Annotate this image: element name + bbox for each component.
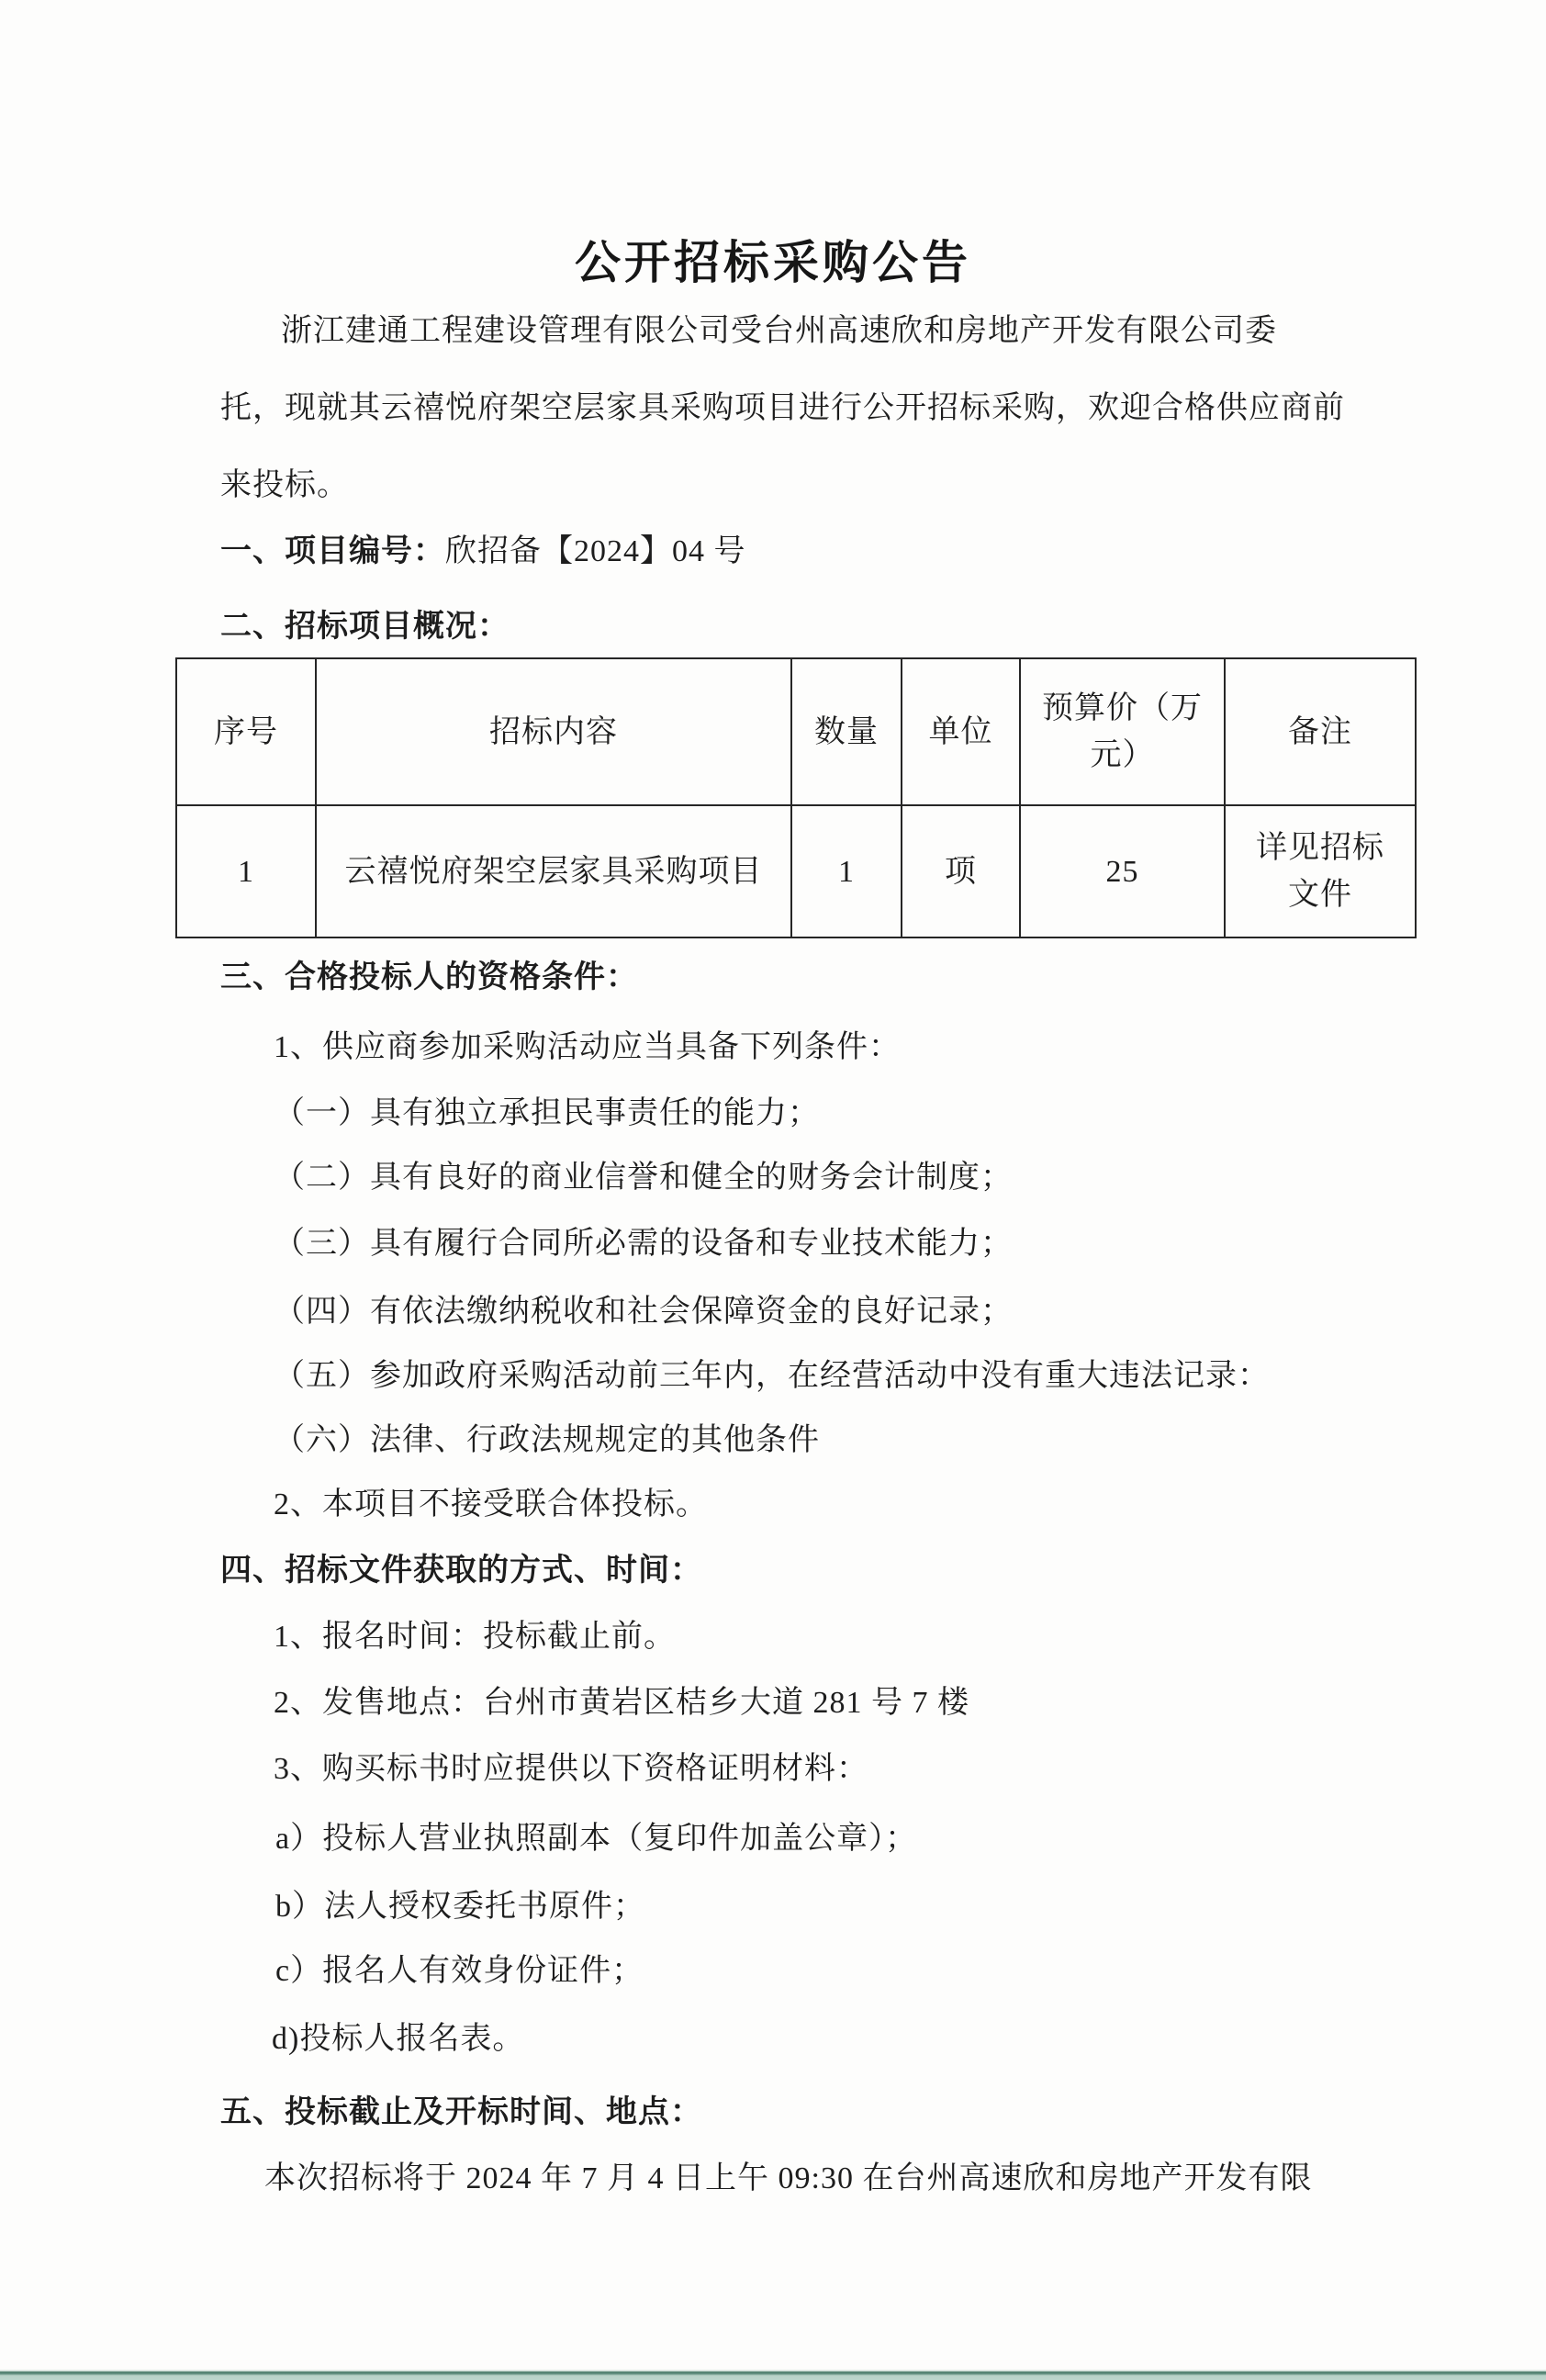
qualification-item-two: （二）具有良好的商业信誉和健全的财务会计制度； (274, 1161, 1013, 1195)
header-cell-qty: 数量 (791, 658, 902, 805)
header-cell-content: 招标内容 (316, 658, 791, 805)
section-5-body-line: 本次招标将于 2024 年 7 月 4 日上午 09:30 在台州高速欣和房地产开发有限 (264, 2161, 1313, 2195)
qualification-item-six: （六）法律、行政法规规定的其他条件 (274, 1423, 820, 1457)
document-title: 公开招标采购公告 (575, 237, 971, 288)
intro-line-2: 托，现就其云禧悦府架空层家具采购项目进行公开招标采购，欢迎合格供应商前 (220, 391, 1345, 425)
cell-qty: 1 (791, 805, 902, 937)
section-3-heading: 三、合格投标人的资格条件： (220, 960, 638, 994)
intro-line-1: 浙江建通工程建设管理有限公司受台州高速欣和房地产开发有限公司委 (281, 314, 1277, 348)
qualification-item-four: （四）有依法缴纳税收和社会保障资金的良好记录； (274, 1295, 1013, 1329)
section-3-item-1: 1、供应商参加采购活动应当具备下列条件： (274, 1030, 901, 1064)
section-2-heading: 二、招标项目概况： (220, 610, 510, 644)
qualification-item-three: （三）具有履行合同所必需的设备和专业技术能力； (274, 1227, 1013, 1261)
section-4-item-1: 1、报名时间：投标截止前。 (274, 1620, 676, 1654)
intro-line-3: 来投标。 (220, 468, 349, 502)
section-1-heading: 一、项目编号： (220, 534, 445, 568)
material-item-a: a）投标人营业执照副本（复印件加盖公章）； (275, 1822, 918, 1856)
cell-unit: 项 (902, 805, 1020, 937)
table-header-row (176, 658, 1416, 805)
section-4-item-2: 2、发售地点：台州市黄岩区桔乡大道 281 号 7 楼 (274, 1686, 969, 1720)
section-4-heading: 四、招标文件获取的方式、时间： (220, 1554, 702, 1588)
section-1-project-number (220, 533, 746, 572)
qualification-item-one: （一）具有独立承担民事责任的能力； (274, 1096, 820, 1130)
material-item-b: b）法人授权委托书原件； (275, 1890, 645, 1924)
section-5-heading: 五、投标截止及开标时间、地点： (220, 2095, 702, 2129)
cell-content: 云禧悦府架空层家具采购项目 (316, 805, 791, 937)
header-cell-budget-price: 预算价（万元） (1020, 658, 1225, 805)
project-number-value: 欣招备【2024】04 号 (445, 534, 746, 568)
material-item-d: d)投标人报名表。 (272, 2022, 525, 2056)
qualification-item-five: （五）参加政府采购活动前三年内，在经营活动中没有重大违法记录： (274, 1359, 1270, 1393)
scan-bottom-edge (0, 2369, 1546, 2380)
cell-seq: 1 (176, 805, 316, 937)
header-cell-seq: 序号 (176, 658, 316, 805)
cell-budget-price: 25 (1020, 805, 1225, 937)
header-cell-note: 备注 (1225, 658, 1416, 805)
cell-note: 详见招标文件 (1225, 805, 1416, 937)
header-cell-unit: 单位 (902, 658, 1020, 805)
table-data-row (176, 805, 1416, 937)
section-3-item-2: 2、本项目不接受联合体投标。 (274, 1488, 708, 1521)
material-item-c: c）报名人有效身份证件； (275, 1954, 644, 1988)
section-4-item-3: 3、购买标书时应提供以下资格证明材料： (274, 1752, 868, 1786)
tender-overview-table (175, 657, 1417, 938)
